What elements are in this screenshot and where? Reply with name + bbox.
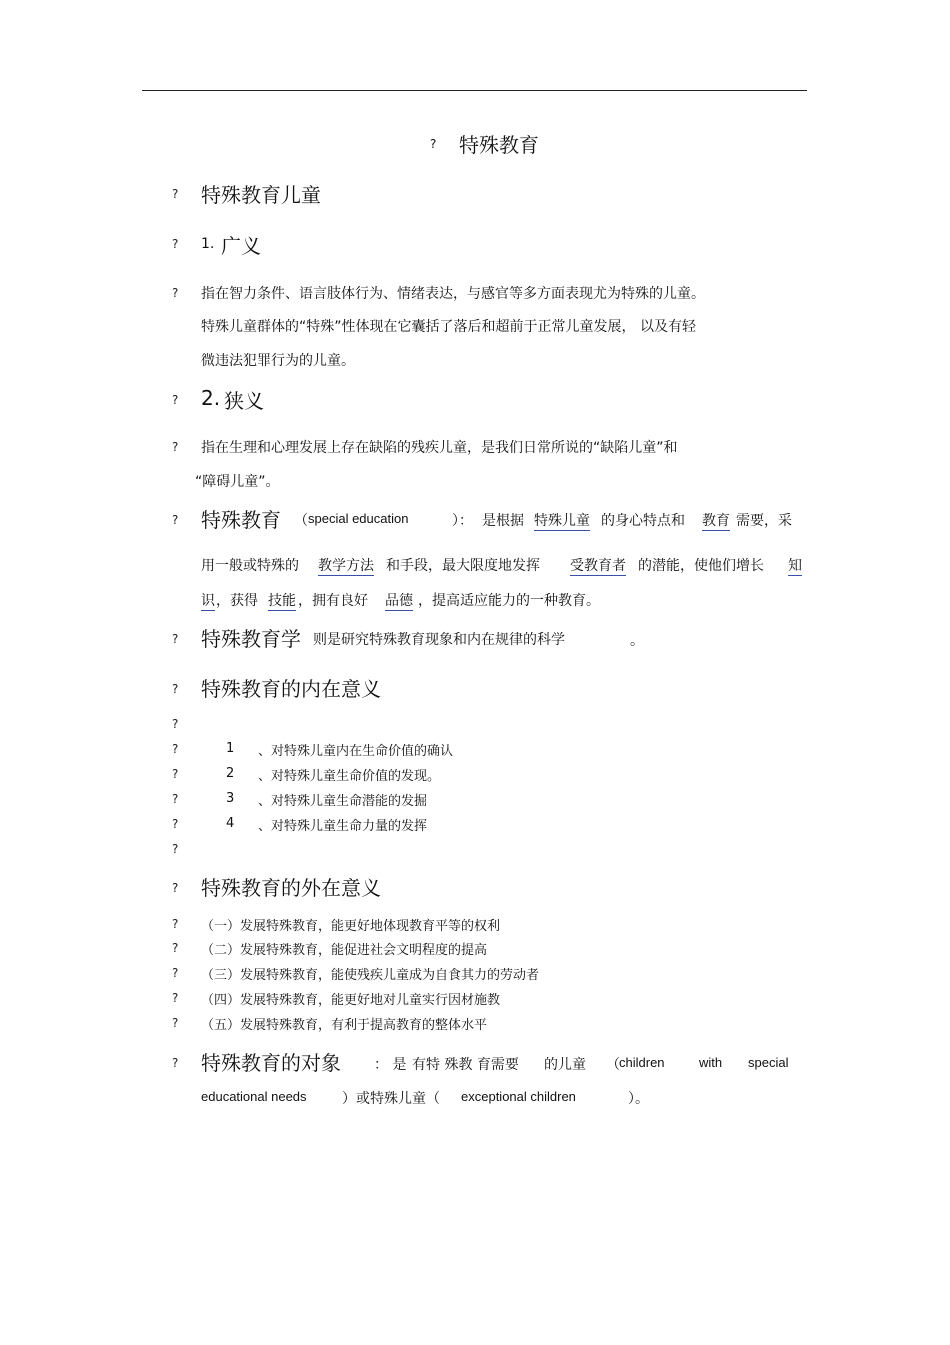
link-educatee[interactable]: 受教育者	[570, 555, 626, 576]
target-text-4: ）。	[628, 1091, 649, 1107]
inner-item-number: 2	[226, 766, 235, 781]
def-text-6: 的潜能，使他们增长	[638, 558, 764, 574]
link-morality[interactable]: 品德	[385, 590, 413, 611]
outer-item: （一）发展特殊教育，能更好地体现教育平等的权利	[201, 919, 501, 934]
broad-heading: 广义	[221, 234, 261, 258]
inner-item-number: 3	[226, 791, 235, 806]
narrow-line-1: 指在生理和心理发展上存在缺陷的残疾儿童，是我们日常所说的“缺陷儿童”和	[201, 440, 678, 456]
outer-item: （四）发展特殊教育，能更好地对儿童实行因材施教	[201, 993, 501, 1008]
outer-heading: 特殊教育的外在意义	[201, 876, 381, 900]
bullet: ?	[172, 817, 179, 831]
def-text-3: 需要，采	[736, 513, 792, 529]
target-word-children: children	[619, 1055, 665, 1070]
inner-item-text: 、对特殊儿童生命价值的发现。	[258, 769, 441, 784]
def-paren-open: （	[294, 513, 308, 529]
broad-line-1: 指在智力条件、语言肢体行为、情绪表达，与感官等多方面表现尤为特殊的儿童。	[201, 286, 705, 302]
bullet: ?	[172, 237, 179, 251]
def-text-1: 是根据	[482, 513, 524, 529]
link-teaching-methods[interactable]: 教学方法	[318, 555, 374, 576]
def-paren-close: ）：	[452, 513, 473, 529]
link-special-children[interactable]: 特殊儿童	[534, 510, 590, 531]
def-text-5: 和手段，最大限度地发挥	[386, 558, 540, 574]
bullet: ?	[172, 842, 179, 856]
bullet: ?	[172, 917, 179, 931]
target-text-1: 有特 殊教 育需要	[412, 1057, 519, 1073]
bullet: ?	[172, 632, 179, 646]
bullet: ?	[172, 966, 179, 980]
narrow-number: 2.	[201, 386, 221, 410]
page-title: 特殊教育	[459, 133, 539, 157]
section-heading-children: 特殊教育儿童	[201, 183, 321, 207]
link-skills[interactable]: 技能	[268, 590, 296, 611]
target-word-with: with	[699, 1055, 723, 1070]
outer-item: （五）发展特殊教育，有利于提高教育的整体水平	[201, 1018, 488, 1033]
bullet: ?	[172, 881, 179, 895]
inner-heading: 特殊教育的内在意义	[201, 677, 381, 701]
def-text-9: ，提高适应能力的一种教育。	[418, 593, 600, 609]
narrow-heading: 狭义	[224, 389, 264, 413]
bullet: ?	[172, 513, 179, 527]
bullet: ?	[172, 767, 179, 781]
narrow-line-2: “障碍儿童”。	[195, 474, 280, 490]
science-end: 。	[630, 633, 644, 649]
link-education[interactable]: 教育	[702, 510, 730, 531]
bullet: ?	[172, 187, 179, 201]
bullet: ?	[172, 682, 179, 696]
def-english: special education	[308, 511, 409, 526]
target-word-exceptional-children: exceptional children	[461, 1089, 576, 1104]
link-knowledge-part-1[interactable]: 知	[788, 555, 802, 576]
def-text-8: ，拥有良好	[298, 593, 368, 609]
bullet: ?	[172, 742, 179, 756]
target-paren-open: （	[606, 1057, 620, 1073]
def-text-7: ，获得	[216, 593, 258, 609]
inner-item-text: 、对特殊儿童内在生命价值的确认	[258, 744, 454, 759]
bullet: ?	[172, 991, 179, 1005]
def-text-4: 用一般或特殊的	[201, 558, 299, 574]
bullet: ?	[172, 941, 179, 955]
bullet: ?	[172, 286, 179, 300]
inner-item-text: 、对特殊儿童生命潜能的发掘	[258, 794, 428, 809]
target-colon: ： 是	[374, 1057, 407, 1073]
link-knowledge-part-2[interactable]: 识	[201, 590, 215, 611]
science-text: 则是研究特殊教育现象和内在规律的科学	[313, 632, 565, 648]
bullet: ?	[172, 393, 179, 407]
def-term: 特殊教育	[201, 508, 281, 532]
title-bullet: ?	[430, 137, 437, 151]
bullet: ?	[172, 1016, 179, 1030]
bullet: ?	[172, 440, 179, 454]
bullet: ?	[172, 717, 179, 731]
target-term: 特殊教育的对象	[201, 1051, 341, 1075]
bullet: ?	[172, 1056, 179, 1070]
def-text-2: 的身心特点和	[601, 513, 685, 529]
broad-line-2: 特殊儿童群体的“特殊”性体现在它囊括了落后和超前于正常儿童发展， 以及有轻	[201, 319, 696, 335]
target-text-3: ）或特殊儿童（	[342, 1091, 440, 1107]
outer-item: （二）发展特殊教育，能促进社会文明程度的提高	[201, 943, 488, 958]
science-term: 特殊教育学	[201, 627, 301, 651]
target-word-educational-needs: educational needs	[201, 1089, 307, 1104]
target-word-special: special	[748, 1055, 789, 1070]
inner-item-text: 、对特殊儿童生命力量的发挥	[258, 819, 428, 834]
inner-item-number: 1	[226, 741, 235, 756]
outer-item: （三）发展特殊教育，能使残疾儿童成为自食其力的劳动者	[201, 968, 540, 983]
inner-item-number: 4	[226, 816, 235, 831]
broad-line-3: 微违法犯罪行为的儿童。	[201, 353, 355, 369]
broad-number: 1.	[201, 236, 215, 252]
bullet: ?	[172, 792, 179, 806]
header-rule	[142, 90, 807, 91]
target-text-2: 的儿童	[544, 1057, 586, 1073]
